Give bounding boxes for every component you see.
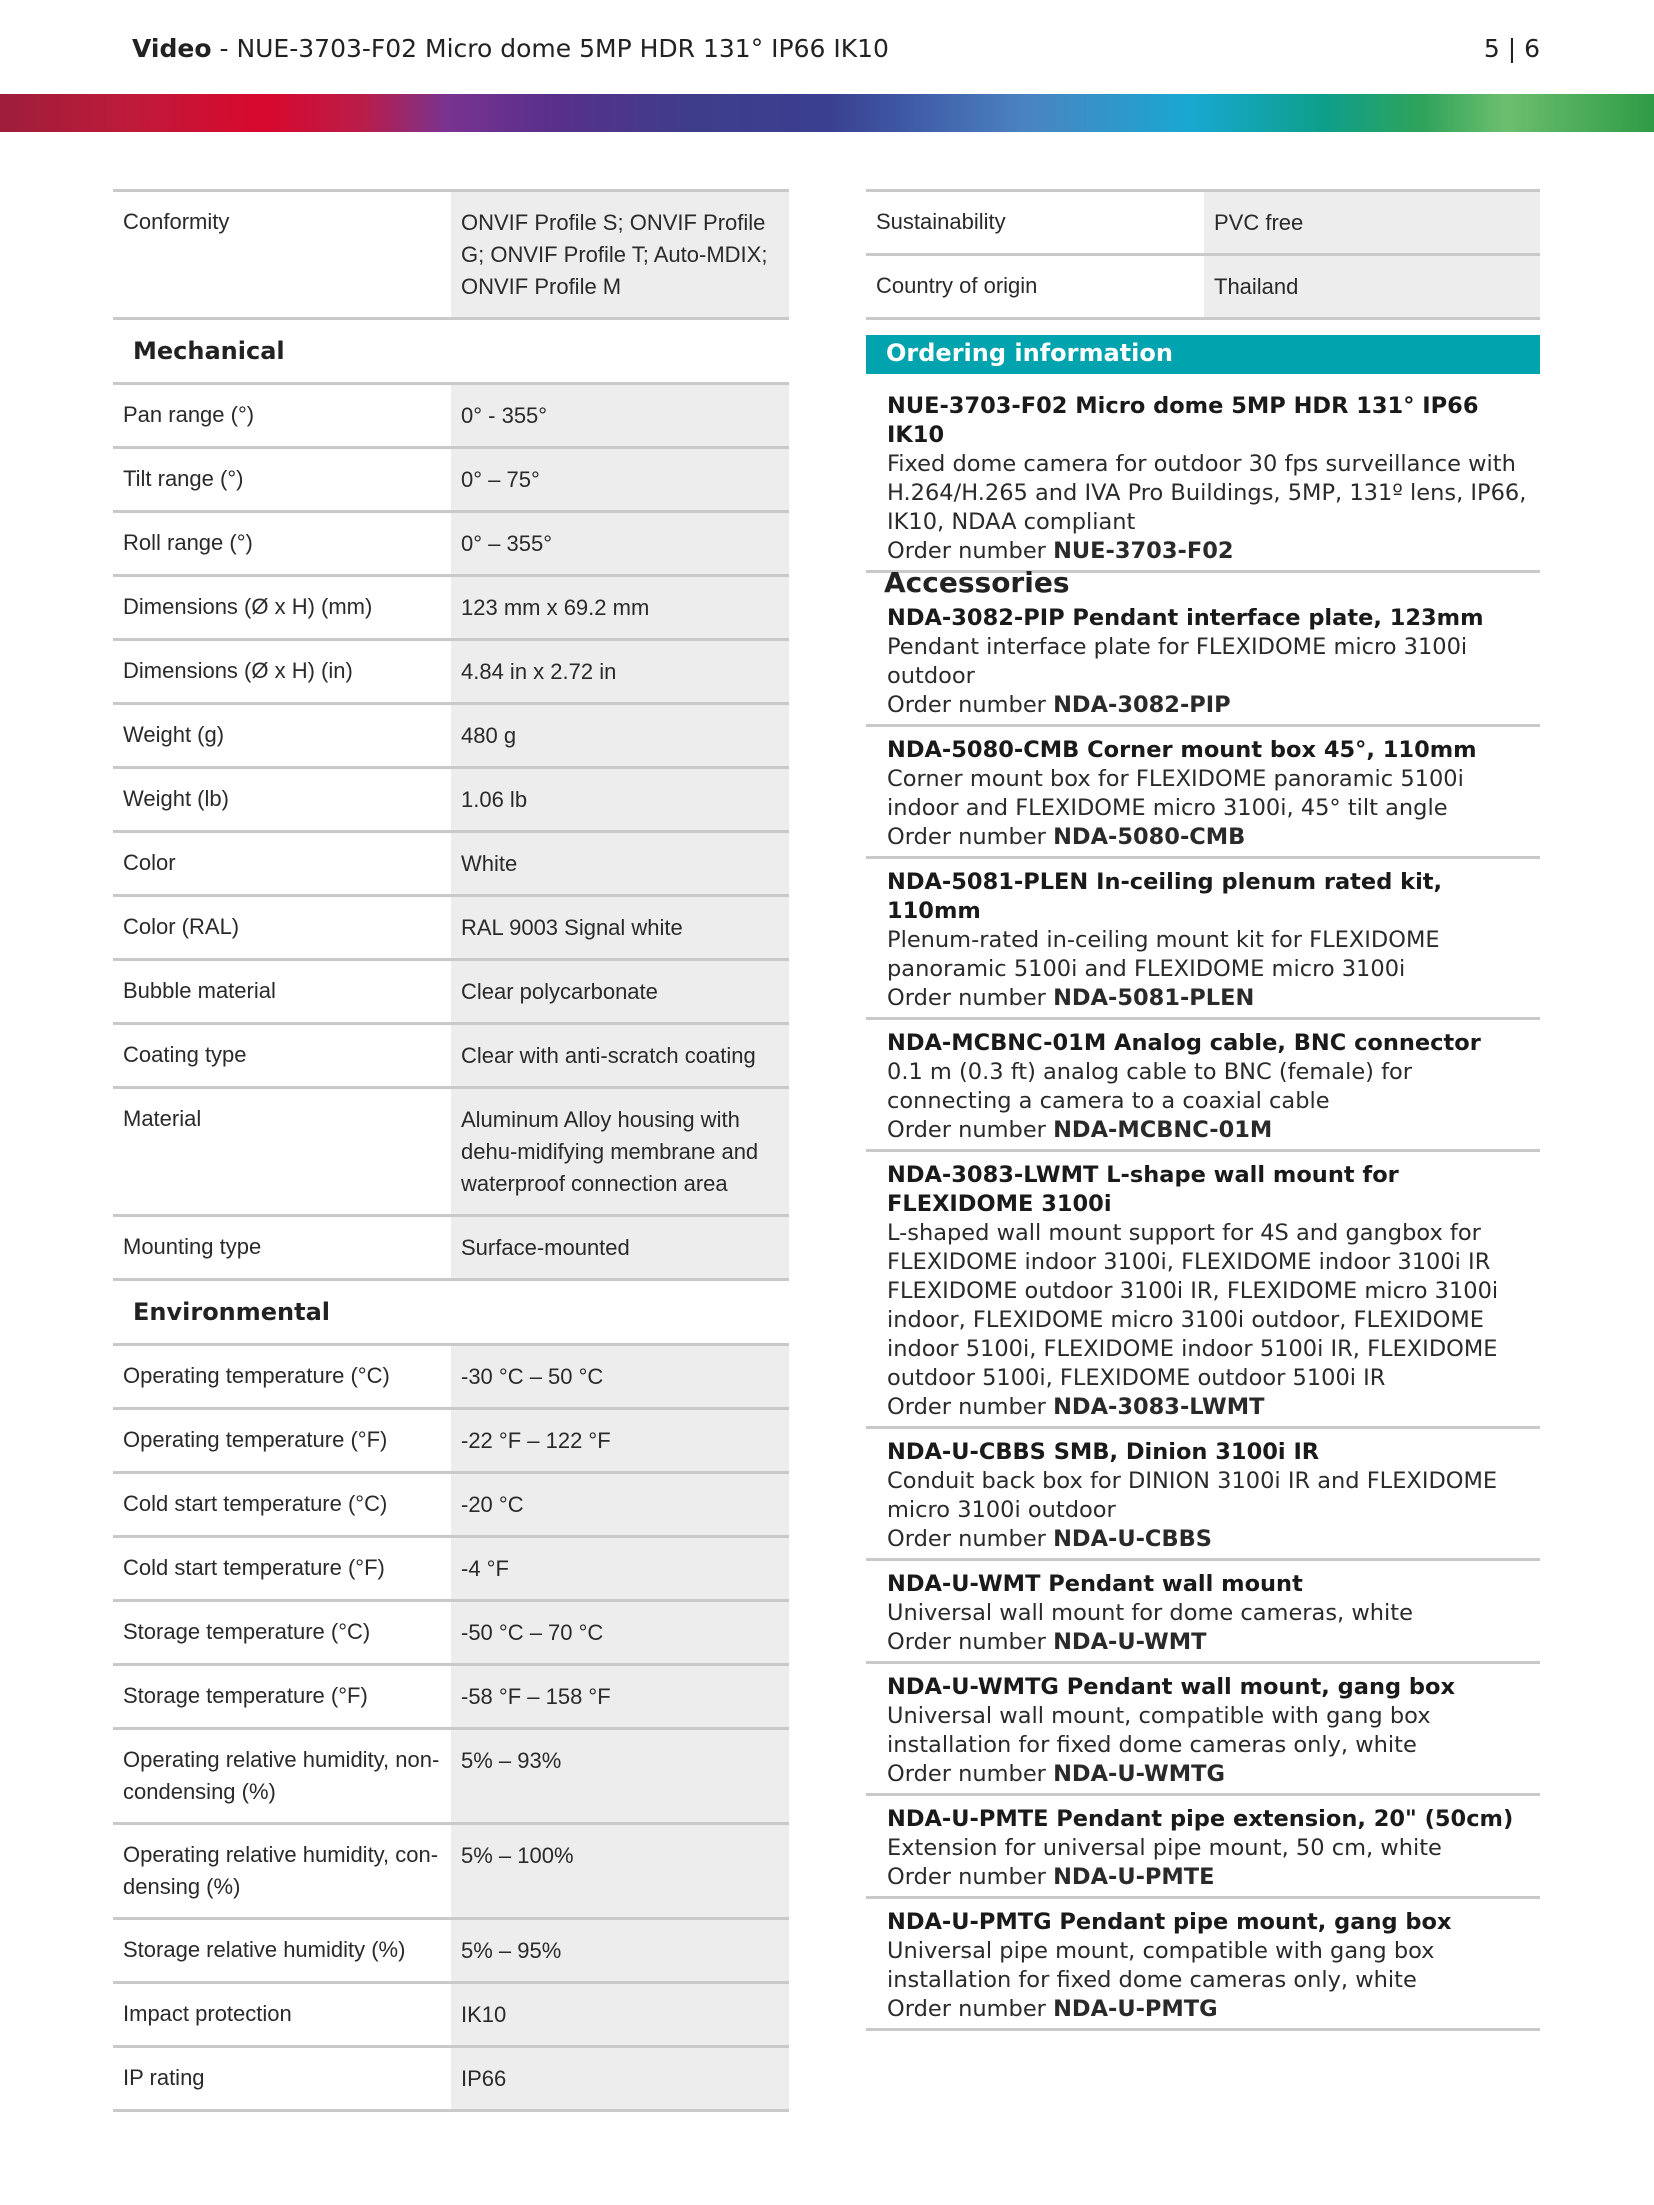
accessory-description: Conduit back box for DINION 3100i IR and FLEXIDOME micro 3100i outdoor [887, 1468, 1498, 1523]
spec-row [113, 1088, 789, 1216]
spec-row [113, 1983, 789, 2047]
order-number: NDA-U-CBBS [1053, 1526, 1212, 1552]
spec-key: Weight (lb) [113, 768, 451, 832]
order-number: NDA-3083-LWMT [1053, 1394, 1265, 1420]
spec-key: Operating relative humidity, non-condensing (%) [113, 1729, 451, 1824]
spec-value: 123 mm x 69.2 mm [451, 576, 789, 640]
accessory-description: Plenum-rated in-ceiling mount kit for FLEXIDOME panoramic 5100i and FLEXIDOME micro 3100i [887, 927, 1440, 982]
spec-value: 0° - 355° [451, 384, 789, 448]
accessory-description: Corner mount box for FLEXIDOME panoramic 5100i indoor and FLEXIDOME micro 3100i, 45° tilt angle [887, 766, 1464, 821]
ordering-information-heading [866, 335, 1540, 374]
spec-row [113, 640, 789, 704]
accessory-title: NDA-3082-PIP Pendant interface plate, 123mm [887, 605, 1484, 631]
header-separator: - [211, 34, 237, 63]
spec-row [113, 191, 789, 319]
accessory-item [866, 1805, 1540, 1899]
spec-key: Coating type [113, 1024, 451, 1088]
accessory-title: NDA-U-PMTE Pendant pipe extension, 20" (50cm) [887, 1806, 1514, 1832]
spec-value: 4.84 in x 2.72 in [451, 640, 789, 704]
order-number: NDA-5081-PLEN [1053, 985, 1255, 1011]
order-label: Order number [887, 692, 1054, 718]
spec-key: IP rating [113, 2047, 451, 2111]
page-header [132, 34, 1540, 74]
accessory-title: NDA-5081-PLEN In-ceiling plenum rated kit, 110mm [887, 869, 1443, 924]
order-label: Order number [887, 1394, 1054, 1420]
spec-row [113, 1216, 789, 1280]
spec-key: Impact protection [113, 1983, 451, 2047]
accessory-order-line [887, 1760, 1540, 1789]
order-label: Order number [887, 1864, 1054, 1890]
spec-row [113, 1824, 789, 1919]
spec-key: Tilt range (°) [113, 448, 451, 512]
spec-key: Country of origin [866, 255, 1204, 319]
accessory-description: Pendant interface plate for FLEXIDOME micro 3100i outdoor [887, 634, 1468, 689]
accessory-order-line [887, 1628, 1540, 1657]
spec-value: -4 °F [451, 1537, 789, 1601]
accessory-title: NDA-U-CBBS SMB, Dinion 3100i IR [887, 1439, 1320, 1465]
spec-key: Pan range (°) [113, 384, 451, 448]
accessory-title: NDA-U-WMTG Pendant wall mount, gang box [887, 1674, 1456, 1700]
accessory-item [866, 868, 1540, 1020]
order-number: NDA-U-PMTG [1053, 1996, 1218, 2022]
accessory-item [866, 604, 1540, 727]
order-number: NDA-5080-CMB [1053, 824, 1246, 850]
spec-key: Operating temperature (°F) [113, 1409, 451, 1473]
accessory-order-line [887, 691, 1540, 720]
spec-row [113, 896, 789, 960]
spec-value: Aluminum Alloy housing with dehu-midifying membrane and waterproof connection area [451, 1088, 789, 1216]
spec-row [113, 576, 789, 640]
spec-value: 1.06 lb [451, 768, 789, 832]
spec-row [113, 1601, 789, 1665]
spec-value: ONVIF Profile S; ONVIF Profile G; ONVIF Profile T; Auto-MDIX; ONVIF Profile M [451, 191, 789, 319]
accessory-title: NDA-U-PMTG Pendant pipe mount, gang box [887, 1909, 1452, 1935]
order-label: Order number [887, 1526, 1054, 1552]
spec-value: 5% – 100% [451, 1824, 789, 1919]
color-stripe-banner [0, 94, 1654, 132]
spec-value: 0° – 355° [451, 512, 789, 576]
product-description: Fixed dome camera for outdoor 30 fps surveillance with H.264/H.265 and IVA Pro Buildings, 5MP, 131º lens, IP66, IK10, NDAA compliant [887, 451, 1527, 535]
order-number: NDA-3082-PIP [1053, 692, 1231, 718]
spec-row [113, 1024, 789, 1088]
accessory-order-line [887, 1995, 1540, 2024]
spec-row [113, 1409, 789, 1473]
product-order-line [887, 537, 1540, 566]
header-title-line [132, 34, 889, 63]
accessory-order-line [887, 1863, 1540, 1892]
order-number: NUE-3703-F02 [1053, 538, 1234, 564]
order-label: Order number [887, 1996, 1054, 2022]
spec-value: PVC free [1204, 191, 1540, 255]
spec-value: RAL 9003 Signal white [451, 896, 789, 960]
spec-row [113, 384, 789, 448]
spec-key: Bubble material [113, 960, 451, 1024]
ordering-heading-text: Ordering information [886, 339, 1173, 367]
section-heading-row [113, 1280, 789, 1345]
accessory-description: L-shaped wall mount support for 4S and gangbox for FLEXIDOME indoor 3100i, FLEXIDOME indoor 3100i IR FLEXIDOME outdoor 3100i IR, FLEXIDOME micro 3100i indoor, FLEXIDOME micro 3100i outdoor, FLEXIDOME indoor 5100i, FLEXIDOME indoor 5100i IR, FLEXIDOME outdoor 5100i, FLEXIDOME outdoor 5100i IR [887, 1220, 1499, 1391]
spec-value: -20 °C [451, 1473, 789, 1537]
accessory-order-line [887, 1116, 1540, 1145]
spec-value: -22 °F – 122 °F [451, 1409, 789, 1473]
product-entry [866, 392, 1540, 573]
spec-key: Storage temperature (°C) [113, 1601, 451, 1665]
spec-row [113, 1729, 789, 1824]
accessory-description: Universal pipe mount, compatible with gang box installation for fixed dome cameras only, white [887, 1938, 1435, 1993]
order-label: Order number [887, 985, 1054, 1011]
spec-value: Thailand [1204, 255, 1540, 319]
accessory-item [866, 1029, 1540, 1152]
order-label: Order number [887, 1629, 1054, 1655]
accessories-heading: Accessories [884, 566, 1070, 599]
accessory-description: 0.1 m (0.3 ft) analog cable to BNC (female) for connecting a camera to a coaxial cable [887, 1059, 1413, 1114]
spec-row [113, 1665, 789, 1729]
accessory-description: Extension for universal pipe mount, 50 cm, white [887, 1835, 1442, 1861]
accessory-item [866, 1570, 1540, 1664]
specifications-table [113, 189, 789, 2112]
spec-value: 0° – 75° [451, 448, 789, 512]
order-number: NDA-U-WMT [1053, 1629, 1207, 1655]
order-label: Order number [887, 538, 1054, 564]
spec-key: Color [113, 832, 451, 896]
accessory-order-line [887, 1525, 1540, 1554]
spec-key: Conformity [113, 191, 451, 319]
spec-value: White [451, 832, 789, 896]
spec-row [113, 2047, 789, 2111]
spec-value: -30 °C – 50 °C [451, 1345, 789, 1409]
spec-value: 480 g [451, 704, 789, 768]
accessory-title: NDA-MCBNC-01M Analog cable, BNC connector [887, 1030, 1481, 1056]
spec-key: Operating relative humidity, con-densing (%) [113, 1824, 451, 1919]
spec-row [113, 960, 789, 1024]
accessory-title: NDA-5080-CMB Corner mount box 45°, 110mm [887, 737, 1477, 763]
spec-value: 5% – 95% [451, 1919, 789, 1983]
spec-row [866, 191, 1540, 255]
spec-row [113, 448, 789, 512]
accessory-description: Universal wall mount for dome cameras, white [887, 1600, 1413, 1626]
spec-key: Weight (g) [113, 704, 451, 768]
header-product-title: NUE-3703-F02 Micro dome 5MP HDR 131° IP66 IK10 [236, 34, 889, 63]
page-number: 5 | 6 [1483, 34, 1540, 63]
spec-key: Storage temperature (°F) [113, 1665, 451, 1729]
product-title: NUE-3703-F02 Micro dome 5MP HDR 131° IP66 IK10 [887, 393, 1479, 448]
spec-key: Mounting type [113, 1216, 451, 1280]
order-number: NDA-MCBNC-01M [1053, 1117, 1273, 1143]
spec-key: Dimensions (Ø x H) (in) [113, 640, 451, 704]
order-label: Order number [887, 1117, 1054, 1143]
header-category: Video [132, 34, 212, 63]
spec-value: IK10 [451, 1983, 789, 2047]
accessory-order-line [887, 1393, 1540, 1422]
accessory-order-line [887, 984, 1540, 1013]
section-heading: Mechanical [113, 319, 789, 384]
spec-key: Dimensions (Ø x H) (mm) [113, 576, 451, 640]
spec-value: 5% – 93% [451, 1729, 789, 1824]
accessory-description: Universal wall mount, compatible with gang box installation for fixed dome cameras only, white [887, 1703, 1431, 1758]
spec-key: Color (RAL) [113, 896, 451, 960]
spec-row [866, 255, 1540, 319]
accessory-title: NDA-U-WMT Pendant wall mount [887, 1571, 1303, 1597]
spec-row [113, 704, 789, 768]
spec-key: Roll range (°) [113, 512, 451, 576]
order-number: NDA-U-WMTG [1053, 1761, 1225, 1787]
spec-row [113, 512, 789, 576]
order-number: NDA-U-PMTE [1053, 1864, 1215, 1890]
accessory-item [866, 736, 1540, 859]
spec-key: Sustainability [866, 191, 1204, 255]
spec-row [113, 1473, 789, 1537]
spec-key: Material [113, 1088, 451, 1216]
accessory-item [866, 1673, 1540, 1796]
section-heading: Environmental [113, 1280, 789, 1345]
spec-value: Surface-mounted [451, 1216, 789, 1280]
spec-row [113, 832, 789, 896]
spec-value: Clear with anti-scratch coating [451, 1024, 789, 1088]
spec-value: Clear polycarbonate [451, 960, 789, 1024]
spec-row [113, 768, 789, 832]
accessory-item [866, 1908, 1540, 2031]
spec-value: -58 °F – 158 °F [451, 1665, 789, 1729]
spec-row [113, 1345, 789, 1409]
accessory-title: NDA-3083-LWMT L-shape wall mount for FLEXIDOME 3100i [887, 1162, 1399, 1217]
order-label: Order number [887, 824, 1054, 850]
spec-value: IP66 [451, 2047, 789, 2111]
section-heading-row [113, 319, 789, 384]
spec-key: Storage relative humidity (%) [113, 1919, 451, 1983]
spec-key: Cold start temperature (°F) [113, 1537, 451, 1601]
spec-key: Cold start temperature (°C) [113, 1473, 451, 1537]
accessory-item [866, 1438, 1540, 1561]
spec-value: -50 °C – 70 °C [451, 1601, 789, 1665]
accessory-item [866, 1161, 1540, 1429]
accessories-list [866, 604, 1540, 2040]
spec-key: Operating temperature (°C) [113, 1345, 451, 1409]
spec-row [113, 1537, 789, 1601]
order-label: Order number [887, 1761, 1054, 1787]
accessory-order-line [887, 823, 1540, 852]
sustainability-table [866, 189, 1540, 320]
spec-row [113, 1919, 789, 1983]
